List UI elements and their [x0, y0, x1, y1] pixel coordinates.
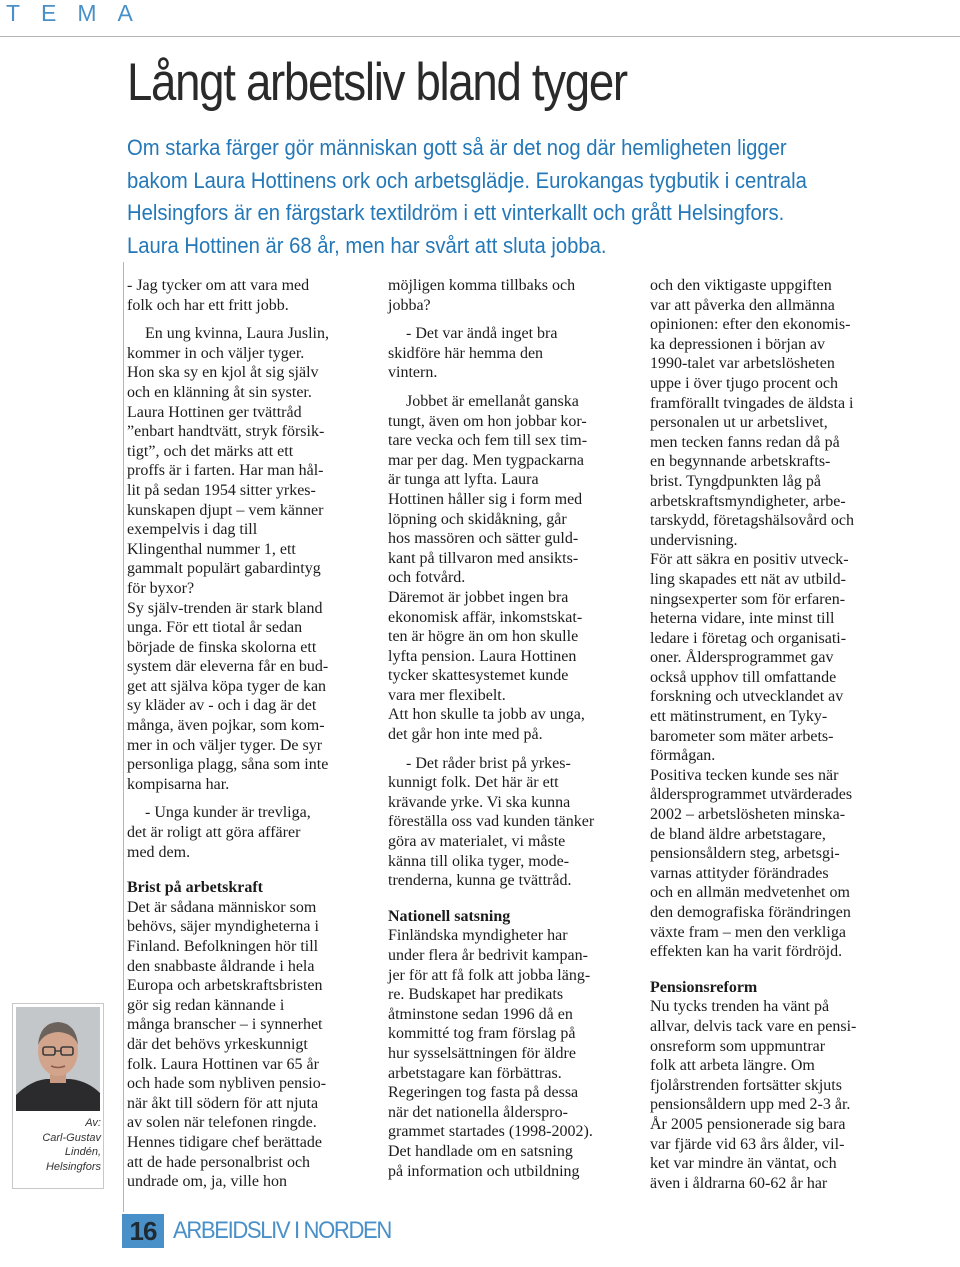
- text-line: löpning och skidåkning, går: [388, 510, 567, 528]
- text-line: vara mer flexibelt.: [388, 686, 506, 704]
- text-line: onsreform som uppmuntrar: [650, 1037, 826, 1055]
- text-line: jer för att få folk att jobba läng-: [388, 966, 591, 984]
- text-line: Finland. Befolkningen hör till: [127, 938, 319, 955]
- text-line: växte fram – men den verkliga: [650, 923, 846, 941]
- text-line: de bland äldre arbetstagare,: [650, 825, 826, 843]
- text-line: förmågan.: [650, 747, 716, 765]
- article-lead: [127, 132, 947, 262]
- text-line: arbetskraftsmyndigheter, arbe-: [650, 492, 846, 510]
- text-line: undervisning.: [650, 531, 738, 549]
- text-line: den snabbaste åldrande i hela: [127, 957, 315, 975]
- text-line: vintern.: [388, 364, 438, 382]
- byline: [17, 1116, 101, 1174]
- text-line: för byxor?: [127, 579, 195, 597]
- text-line: pensionsåldern upp med 2-3 år.: [650, 1096, 851, 1114]
- text-line: ningsexperter som för erfaren-: [650, 590, 846, 608]
- text-line: ekonomisk affär, inkomstskat-: [388, 608, 583, 626]
- text-line: fjolårstrenden fortsätter skjuts: [650, 1076, 842, 1094]
- text-line: - Det var ändå inget bra: [406, 325, 558, 343]
- paragraph: [388, 276, 638, 315]
- text-line: Europa och arbetskraftsbristen: [127, 977, 323, 995]
- subheading: Nationell satsning: [388, 907, 511, 925]
- text-line: även i åldrarna 60-62 år har: [650, 1174, 828, 1192]
- paragraph: [650, 276, 900, 962]
- paragraph: [388, 754, 638, 891]
- text-line: Jobbet är emellanåt ganska: [406, 392, 579, 410]
- text-line: var att påverka den allmänna: [650, 296, 835, 314]
- text-line: allvar, delvis tack vare en pensi-: [650, 1017, 857, 1035]
- text-line: jobba?: [388, 296, 431, 314]
- text-line: och hade som nybliven pensio-: [127, 1075, 327, 1093]
- text-line: den demografiska förändringen: [650, 904, 851, 921]
- text-line: det går hon inte med på.: [388, 726, 543, 744]
- text-line: Nu tycks trenden ha vänt på: [650, 998, 830, 1016]
- text-line: Hennes tidigare chef berättade: [127, 1133, 323, 1151]
- text-line: känna till olika tyger, mode-: [388, 852, 570, 870]
- paragraph: [388, 392, 638, 745]
- text-line: tungt, även om hon jobbar kor-: [388, 412, 587, 430]
- text-line: oner. Åldersprogrammet gav: [650, 649, 834, 667]
- text-column-2: [388, 276, 638, 1181]
- paragraph: [388, 324, 638, 383]
- text-column-1: [127, 276, 377, 1192]
- byline-name: Carl-Gustav: [42, 1131, 101, 1144]
- text-line: forskning och utvecklandet av: [650, 688, 844, 706]
- text-line: av solen när telefonen ringde.: [127, 1114, 317, 1132]
- text-line: och den viktigaste uppgiften: [650, 277, 832, 294]
- text-line: lyfta pension. Laura Hottinen: [388, 647, 577, 665]
- text-line: Hon ska sy en kjol åt sig själv: [127, 364, 319, 382]
- text-line: År 2005 pensionerade sig bara: [650, 1115, 846, 1133]
- text-line: att de hade personalbrist och: [127, 1153, 311, 1171]
- text-line: kompisarna har.: [127, 775, 230, 793]
- author-portrait-icon: [16, 1007, 100, 1111]
- top-divider: [0, 36, 960, 37]
- text-line: ten är högre än om hon skulle: [388, 628, 579, 646]
- text-line: Det är sådana människor som: [127, 898, 317, 916]
- text-line: mer in och väljer tyger. De syr: [127, 736, 323, 754]
- text-line: Regeringen tog fasta på dessa: [388, 1084, 579, 1102]
- publication-name: ARBEIDSLIV I NORDEN: [173, 1217, 391, 1244]
- text-line: Hottinen håller sig i form med: [388, 490, 583, 508]
- text-line: och en klänning åt sin syster.: [127, 383, 312, 401]
- text-line: Klingenthal nummer 1, ett: [127, 540, 296, 558]
- paragraph: [127, 803, 377, 862]
- byline-prefix: Av:: [85, 1117, 101, 1129]
- text-line: heterna vidare, inte minst till: [650, 610, 835, 628]
- text-line: Däremot är jobbet ingen bra: [388, 588, 569, 606]
- text-line: personliga plagg, såna som inte: [127, 756, 329, 774]
- text-line: möjligen komma tillbaks och: [388, 277, 576, 294]
- page-number: 16: [122, 1214, 164, 1248]
- lead-line: Laura Hottinen är 68 år, men har svårt att sluta jobba.: [127, 232, 607, 258]
- text-line: re. Budskapet har predikats: [388, 986, 564, 1004]
- text-line: folk att arbeta längre. Om: [650, 1057, 815, 1075]
- text-line: Att hon skulle ta jobb av unga,: [388, 706, 585, 724]
- section-label: TEMA: [6, 0, 154, 26]
- text-line: kommitté tog fram förslag på: [388, 1025, 576, 1043]
- text-line: arbetstagare kan förbättras.: [388, 1064, 562, 1082]
- text-column-3: [650, 276, 900, 1193]
- paragraph: [127, 324, 377, 794]
- paragraph: [388, 926, 638, 1181]
- text-line: där det behövs yrkeskunnigt: [127, 1035, 308, 1053]
- text-line: hos massören och sätter guld-: [388, 530, 579, 548]
- text-line: 1990-talet var arbetslösheten: [650, 355, 835, 373]
- text-line: tare vecka och fem till sex tim-: [388, 432, 588, 450]
- text-line: åldersprogrammet utvärderades: [650, 786, 853, 804]
- text-line: ledare i företag och organisati-: [650, 629, 847, 647]
- text-line: folk och har ett fritt jobb.: [127, 296, 289, 314]
- text-line: lit på sedan 1954 sitter yrkes-: [127, 481, 316, 499]
- text-line: Laura Hottinen ger tvättråd: [127, 403, 302, 421]
- lead-line: Helsingfors är en färgstark textildröm i ett vinterkallt och grått Helsingfors.: [127, 200, 785, 225]
- text-line: en begynnande arbetskrafts-: [650, 453, 831, 471]
- text-line: effekten kan ha varit fördröjd.: [650, 943, 843, 961]
- text-line: är tunga att lyfta. Laura: [388, 471, 539, 489]
- text-line: För att säkra en positiv utveck-: [650, 551, 849, 569]
- text-line: behövs, säjer myndigheterna i: [127, 918, 319, 936]
- text-line: - Jag tycker om att vara med: [127, 277, 310, 294]
- text-line: get att själva köpa tyger de kan: [127, 677, 327, 695]
- subheading: Brist på arbetskraft: [127, 879, 263, 897]
- text-line: många branscher – i synnerhet: [127, 1016, 323, 1034]
- text-line: och en allmän medvetenhet om: [650, 884, 850, 902]
- text-line: folk. Laura Hottinen var 65 år: [127, 1055, 319, 1073]
- text-line: på information och utbildning: [388, 1162, 580, 1180]
- text-line: En ung kvinna, Laura Juslin,: [145, 325, 329, 343]
- text-line: många, även pojkar, som kom-: [127, 717, 325, 735]
- text-line: proffs är i farten. Har man hål-: [127, 462, 324, 480]
- text-line: det är roligt att göra affärer: [127, 824, 301, 842]
- text-line: kunskapen djupt – vem känner: [127, 501, 324, 519]
- lead-line: bakom Laura Hottinens ork och arbetsglädje. Eurokangas tygbutik i centrala: [127, 167, 807, 193]
- text-line: opinionen: efter den ekonomis-: [650, 316, 851, 334]
- column-divider: [123, 262, 124, 1212]
- text-line: skidföre här hemma den: [388, 344, 544, 362]
- text-line: ett mätinstrument, en Tyky-: [650, 708, 828, 726]
- text-line: framförallt tvingades de äldsta i: [650, 394, 854, 412]
- text-line: unga. För ett tiotal år sedan: [127, 619, 303, 637]
- text-line: uppe i över tjugo procent och: [650, 374, 838, 392]
- text-line: föreställa oss vad kunden tänker: [388, 813, 595, 831]
- text-line: när det nationella ålderspro-: [388, 1103, 568, 1121]
- text-line: ka depressionen i början av: [650, 335, 826, 353]
- byline-place: Helsingfors: [45, 1160, 101, 1173]
- text-line: Positiva tecken kunde ses när: [650, 766, 839, 784]
- text-line: ling skapades ett nät av utbild-: [650, 570, 846, 588]
- text-line: men tecken fanns redan då på: [650, 433, 840, 451]
- text-line: Sy själv-trenden är stark bland: [127, 599, 323, 617]
- text-line: började de finska skolorna ett: [127, 638, 317, 656]
- text-line: ”enbart handtvätt, stryk försik-: [127, 423, 325, 441]
- text-line: kunnigt folk. Det här är ett: [388, 774, 559, 792]
- text-line: undrade om, ja, ville hon: [127, 1173, 287, 1191]
- text-line: Det handlade om en satsning: [388, 1142, 573, 1160]
- text-line: grammet startades (1998-2002).: [388, 1123, 593, 1141]
- paragraph: [650, 997, 900, 1193]
- text-line: under flera år bedrivit kampan-: [388, 947, 588, 964]
- text-line: exempelvis i dag till: [127, 521, 258, 539]
- article-title: Långt arbetsliv bland tyger: [127, 53, 627, 112]
- author-photo: [16, 1007, 100, 1111]
- text-line: kommer in och väljer tyger.: [127, 344, 305, 362]
- text-line: system där eleverna får en bud-: [127, 658, 329, 676]
- subheading: Pensionsreform: [650, 978, 758, 996]
- text-line: hur sysselsättningen för äldre: [388, 1044, 576, 1062]
- text-line: ket var mindre än väntat, och: [650, 1155, 837, 1173]
- text-line: personalen ut ur arbetslivet,: [650, 414, 828, 432]
- text-line: gammalt populärt gabardintyg: [127, 560, 321, 578]
- author-box: [12, 1003, 104, 1189]
- text-line: tigt”, och det märks att ett: [127, 442, 294, 460]
- text-line: krävande yrke. Vi ska kunna: [388, 793, 571, 811]
- paragraph: [127, 276, 377, 315]
- text-line: göra av materialet, vi måste: [388, 833, 566, 851]
- text-line: med dem.: [127, 843, 191, 861]
- text-line: varnas attityder förändrades: [650, 864, 829, 882]
- text-line: trenderna, kunna ge tvättråd.: [388, 872, 572, 890]
- byline-name: Lindén,: [64, 1146, 101, 1158]
- text-line: också upphov till omfattande: [650, 668, 837, 686]
- text-line: pensionsåldern steg, arbetsgi-: [650, 845, 840, 863]
- text-line: - Unga kunder är trevliga,: [145, 804, 311, 822]
- lead-line: Om starka färger gör människan gott så är det nog där hemligheten ligger: [127, 135, 787, 160]
- text-line: brist. Tyngdpunkten låg på: [650, 472, 822, 490]
- text-line: barometer som mäter arbets-: [650, 727, 834, 745]
- text-line: var fjärde vid 63 års ålder, vil-: [650, 1135, 845, 1153]
- text-line: - Det råder brist på yrkes-: [406, 754, 571, 772]
- text-line: och fotvård.: [388, 569, 466, 587]
- text-line: när åkt till södern för att njuta: [127, 1094, 319, 1112]
- text-line: mar per dag. Men tygpackarna: [388, 451, 584, 469]
- text-line: Finländska myndigheter har: [388, 927, 568, 945]
- text-line: 2002 – arbetslösheten minska-: [650, 806, 846, 824]
- text-line: tycker skattesystemet kunde: [388, 667, 569, 685]
- text-line: tarskydd, företagshälsovård och: [650, 512, 854, 530]
- paragraph: [127, 898, 377, 1192]
- text-line: kant på tillvaron med ansikts-: [388, 549, 579, 567]
- text-line: åtminstone sedan 1996 då en: [388, 1005, 573, 1023]
- text-line: sy kläder av - och i dag är det: [127, 697, 317, 715]
- text-line: gör sig redan kännande i: [127, 996, 285, 1014]
